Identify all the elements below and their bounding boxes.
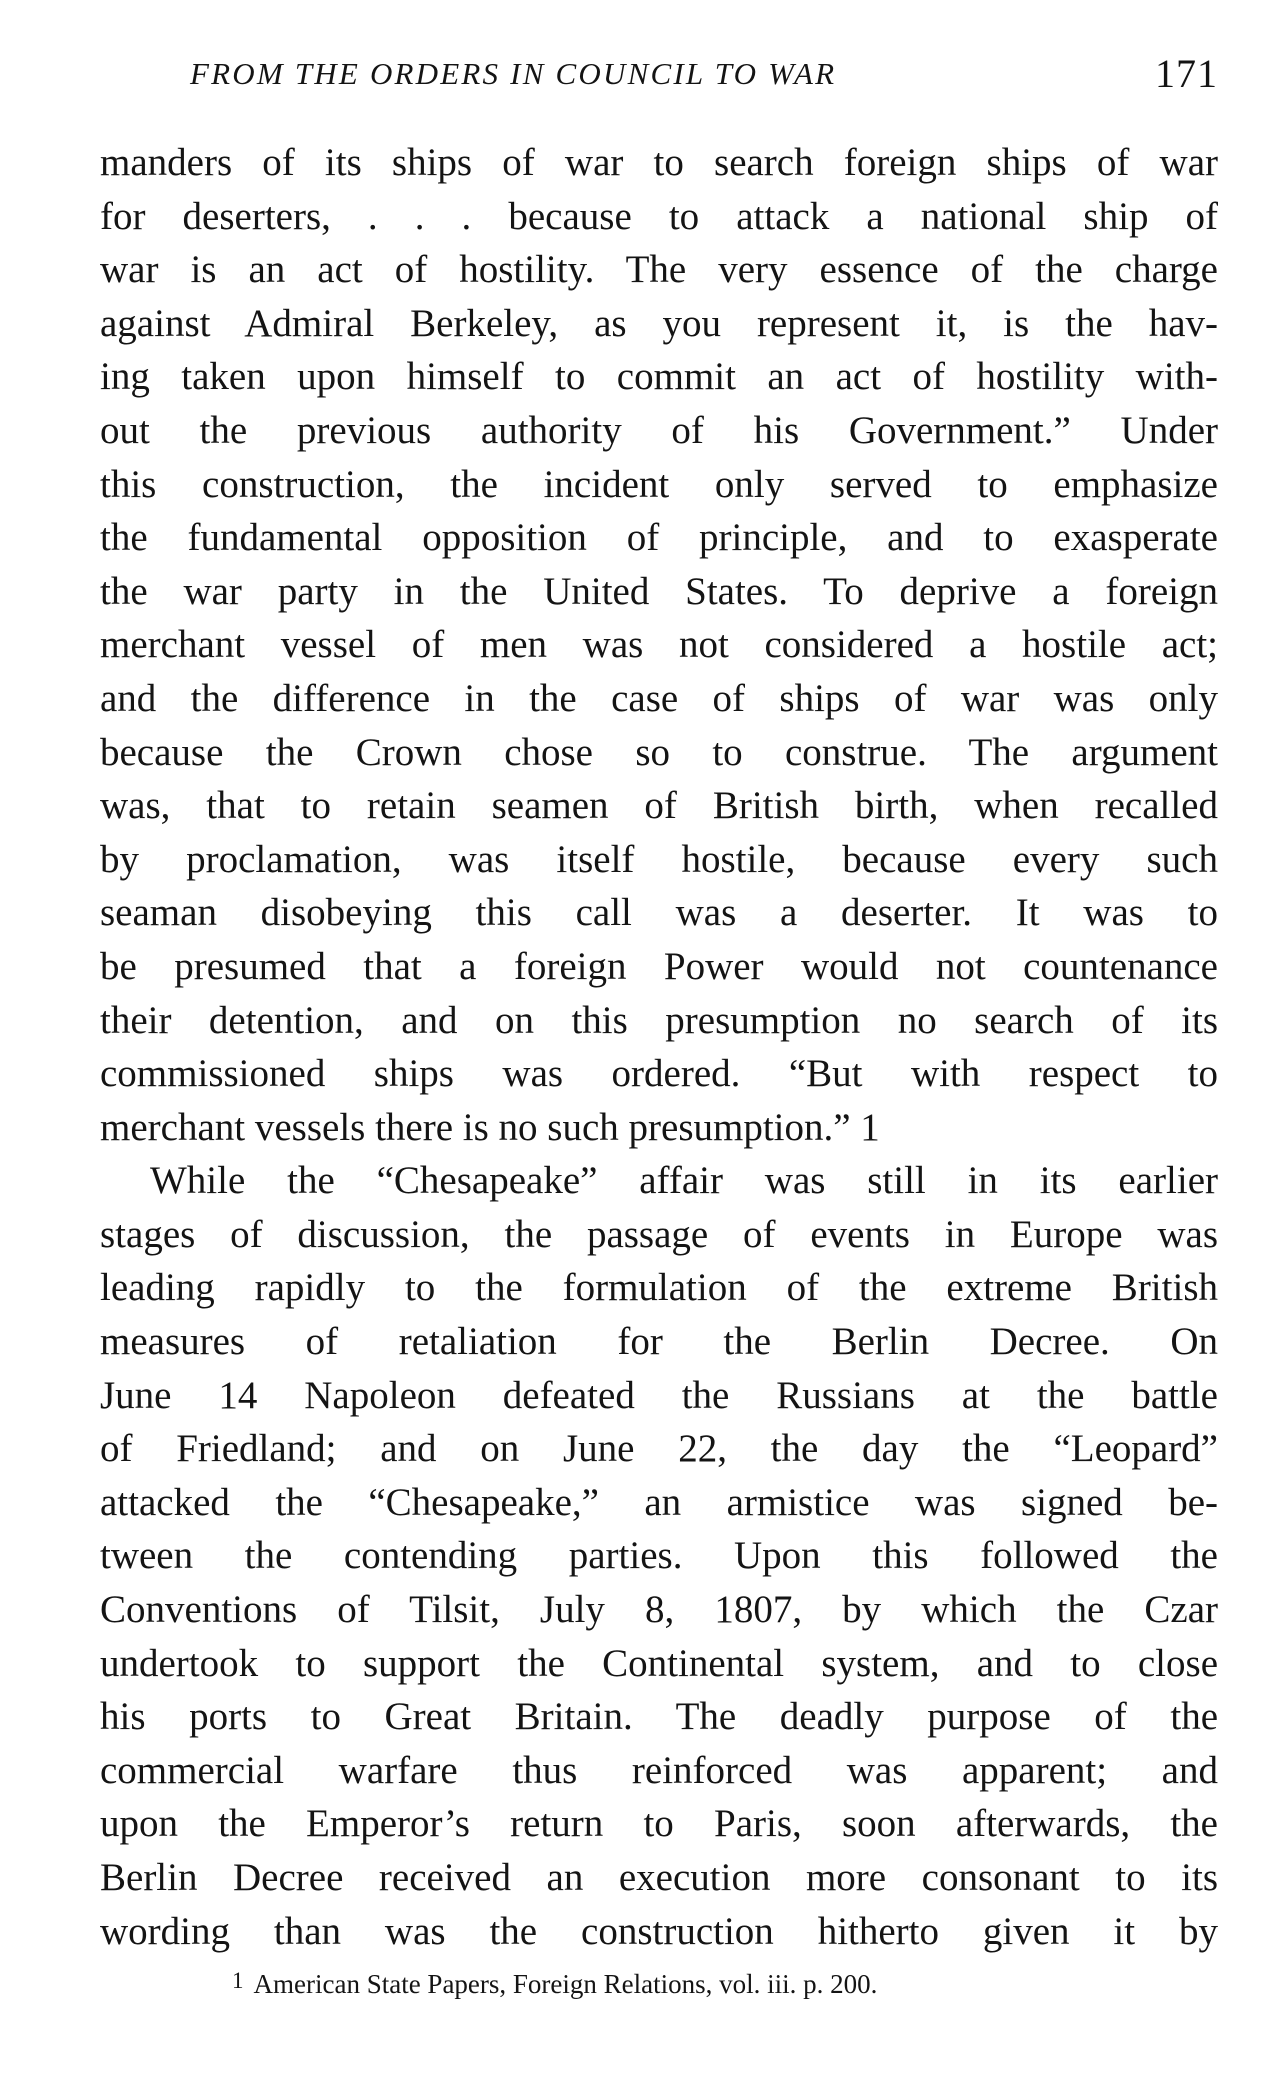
footnote-marker: 1 [232, 1968, 244, 1993]
body-text [100, 136, 1218, 1958]
text-line: against Admiral Berkeley, as you represent it, is the hav- [100, 301, 1218, 345]
text-line: their detention, and on this presumption no search of its [100, 998, 1218, 1042]
text-line: for deserters, . . . because to attack a national ship of [100, 194, 1218, 238]
text-line: the fundamental opposition of principle, and to exasperate [100, 516, 1218, 560]
text-line: and the difference in the case of ships of war was only [100, 676, 1218, 720]
text-line: of Friedland; and on June 22, the day the “Leopard” [100, 1427, 1218, 1471]
running-title: FROM THE ORDERS IN COUNCIL TO WAR [190, 56, 837, 91]
text-line: ing taken upon himself to commit an act of hostility with- [100, 355, 1218, 399]
text-line: commissioned ships was ordered. “But with respect to [100, 1052, 1218, 1096]
page-number: 171 [1155, 51, 1218, 96]
text-line: tween the contending parties. Upon this followed the [100, 1534, 1218, 1578]
text-line: be presumed that a foreign Power would not countenance [100, 944, 1218, 988]
text-line: this construction, the incident only served to emphasize [100, 462, 1218, 506]
text-line: by proclamation, was itself hostile, because every such [100, 837, 1218, 881]
text-line: because the Crown chose so to construe. The argument [100, 730, 1218, 774]
text-line: stages of discussion, the passage of events in Europe was [100, 1212, 1218, 1256]
footnote [232, 1969, 877, 2000]
text-line: undertook to support the Continental system, and to close [100, 1641, 1218, 1685]
paragraph-start-line: While the “Chesapeake” affair was still in its earlier [150, 1159, 1218, 1203]
text-line: commercial warfare thus reinforced was apparent; and [100, 1748, 1218, 1792]
text-line: June 14 Napoleon defeated the Russians at the battle [100, 1373, 1218, 1417]
text-line: his ports to Great Britain. The deadly purpose of the [100, 1695, 1218, 1739]
text-line: out the previous authority of his Government.” Under [100, 408, 1218, 452]
text-line: measures of retaliation for the Berlin Decree. On [100, 1320, 1218, 1364]
running-head [190, 50, 1218, 100]
footnote-text: American State Papers, Foreign Relations, vol. iii. p. 200. [253, 1969, 878, 1999]
text-line: seaman disobeying this call was a deserter. It was to [100, 891, 1218, 935]
text-line: the war party in the United States. To deprive a foreign [100, 569, 1218, 613]
text-line: attacked the “Chesapeake,” an armistice was signed be- [100, 1480, 1218, 1524]
text-line: merchant vessels there is no such presumption.” 1 [100, 1105, 880, 1149]
text-line: war is an act of hostility. The very essence of the charge [100, 248, 1218, 292]
text-line: leading rapidly to the formulation of the extreme British [100, 1266, 1218, 1310]
text-line: Berlin Decree received an execution more consonant to its [100, 1856, 1218, 1899]
text-line: manders of its ships of war to search foreign ships of war [100, 141, 1218, 184]
text-line: wording than was the construction hitherto given it by [100, 1909, 1218, 1953]
text-line: was, that to retain seamen of British birth, when recalled [100, 784, 1218, 828]
text-line: upon the Emperor’s return to Paris, soon afterwards, the [100, 1802, 1218, 1846]
text-line: Conventions of Tilsit, July 8, 1807, by which the Czar [100, 1588, 1218, 1632]
text-line: merchant vessel of men was not considered a hostile act; [100, 623, 1218, 667]
